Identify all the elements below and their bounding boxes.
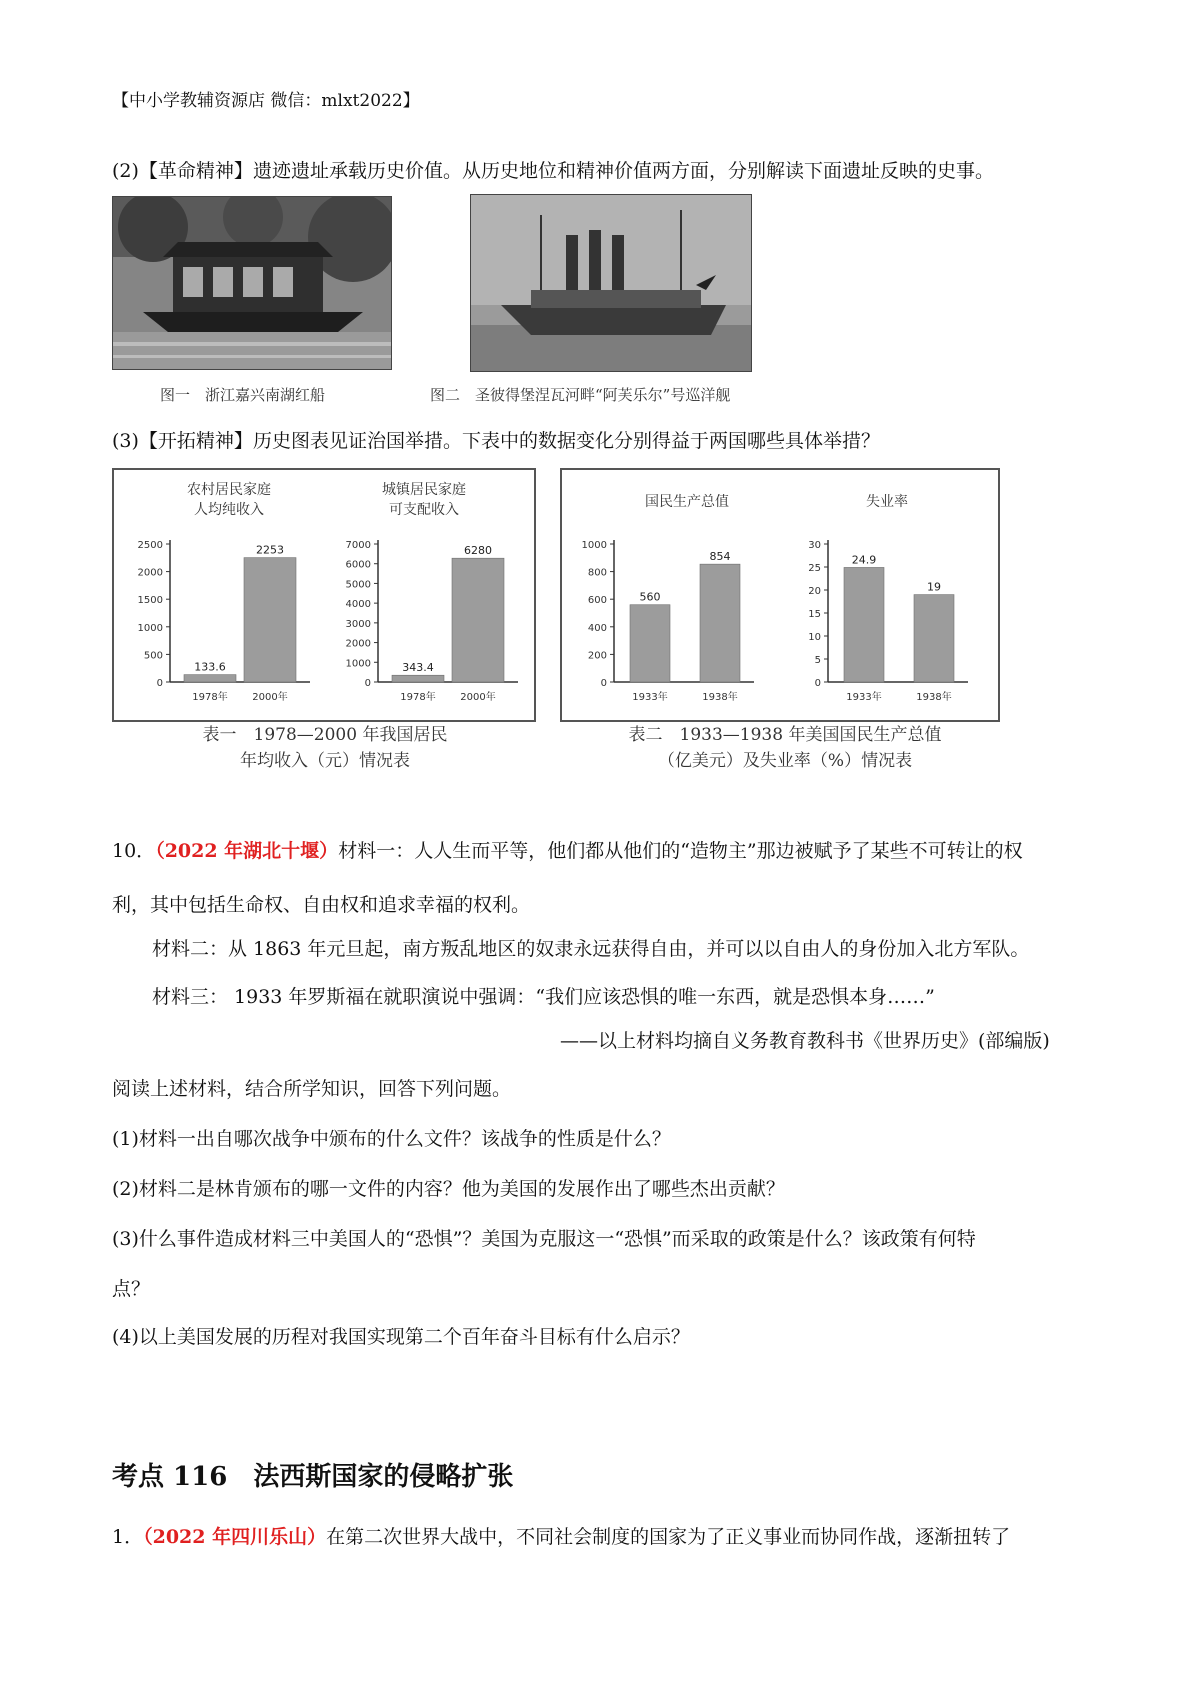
y-tick-label: 1000 bbox=[345, 658, 371, 670]
aurora-cruiser-image bbox=[471, 195, 751, 371]
question-2 bbox=[112, 156, 994, 183]
bar-value-label: 343.4 bbox=[402, 661, 434, 675]
question-10-sub-1: (1)材料一出自哪次战争中颁布的什么文件？该战争的性质是什么？ bbox=[112, 1128, 671, 1150]
photo-1-caption: 图一 浙江嘉兴南湖红船 bbox=[160, 386, 326, 404]
red-boat-image bbox=[113, 197, 391, 369]
y-tick-label: 20 bbox=[808, 586, 821, 597]
table-2-caption: 表二 1933—1938 年美国国民生产总值 （亿美元）及失业率（%）情况表 bbox=[628, 725, 942, 771]
material-1-line-1: 材料一：人人生而平等，他们都从他们的“造物主”那边被赋予了某些不可转让的权 bbox=[338, 840, 1023, 862]
bar bbox=[452, 558, 504, 682]
material-citation: ——以上材料均摘自义务教育教科书《世界历史》(部编版) bbox=[560, 1030, 1050, 1052]
bar-value-label: 2253 bbox=[256, 543, 284, 557]
photo-2-caption: 图二 圣彼得堡涅瓦河畔“阿芙乐尔”号巡洋舰 bbox=[430, 386, 731, 404]
y-tick-label: 500 bbox=[143, 650, 163, 662]
category-label: 1933年 bbox=[846, 692, 882, 703]
table-1-caption: 表一 1978—2000 年我国居民 年均收入（元）情况表 bbox=[202, 725, 448, 771]
bar bbox=[700, 564, 740, 682]
y-tick-label: 2000 bbox=[345, 638, 371, 650]
question-10-instruction: 阅读上述材料，结合所学知识，回答下列问题。 bbox=[112, 1078, 512, 1100]
bar bbox=[630, 605, 670, 682]
question-10-sub-3-line-2: 点？ bbox=[112, 1278, 151, 1300]
question-10-line-1 bbox=[112, 836, 1023, 863]
bar-value-label: 24.9 bbox=[851, 553, 877, 567]
question-1-line-1 bbox=[112, 1522, 1010, 1549]
material-3: 材料三： 1933 年罗斯福在就职演说中强调：“我们应该恐惧的唯一东西，就是恐惧本身……” bbox=[152, 986, 935, 1008]
header-watermark: 【中小学教辅资源店 微信：mlxt2022】 bbox=[112, 91, 420, 111]
y-tick-label: 7000 bbox=[345, 540, 371, 551]
bar-value-label: 854 bbox=[709, 550, 731, 564]
question-2-text: 遗迹遗址承载历史价值。从历史地位和精神价值两方面，分别解读下面遗址反映的史事。 bbox=[252, 160, 994, 182]
bar bbox=[392, 675, 444, 682]
y-tick-label: 3000 bbox=[345, 618, 371, 630]
bar-value-label: 19 bbox=[927, 580, 941, 594]
y-tick-label: 200 bbox=[587, 650, 607, 662]
y-tick-label: 0 bbox=[364, 678, 371, 689]
y-tick-label: 800 bbox=[587, 567, 607, 579]
question-1-source: （2022 年四川乐山） bbox=[143, 1526, 327, 1548]
chart-1-plot bbox=[114, 530, 324, 716]
bar-value-label: 560 bbox=[639, 590, 661, 604]
bar-value-label: 6280 bbox=[464, 544, 492, 558]
chart-table-1 bbox=[112, 468, 536, 722]
question-3-prefix: (3) bbox=[112, 430, 139, 452]
question-2-prefix: (2) bbox=[112, 160, 139, 182]
section-title: 考点 116 法西斯国家的侵略扩张 bbox=[112, 1462, 514, 1492]
y-tick-label: 2000 bbox=[137, 567, 163, 579]
category-label: 1978年 bbox=[192, 692, 228, 703]
chart-1-title: 农村居民家庭 人均纯收入 bbox=[187, 482, 271, 518]
photo-red-boat bbox=[112, 196, 392, 370]
y-tick-label: 10 bbox=[808, 632, 821, 643]
y-tick-label: 5000 bbox=[345, 579, 371, 591]
question-10-number: 10． bbox=[112, 840, 156, 862]
bar bbox=[184, 675, 236, 682]
y-tick-label: 6000 bbox=[345, 559, 371, 571]
chart-4-plot bbox=[776, 530, 996, 716]
photo-aurora-cruiser bbox=[470, 194, 752, 372]
bar-value-label: 133.6 bbox=[194, 660, 226, 674]
question-10-sub-4: (4)以上美国发展的历程对我国实现第二个百年奋斗目标有什么启示？ bbox=[112, 1326, 690, 1348]
y-tick-label: 25 bbox=[808, 563, 821, 574]
question-1-text: 在第二次世界大战中，不同社会制度的国家为了正义事业而协同作战，逐渐扭转了 bbox=[326, 1526, 1011, 1548]
question-3-tag: 【开拓精神】 bbox=[138, 430, 253, 452]
y-tick-label: 1500 bbox=[137, 595, 163, 607]
y-tick-label: 2500 bbox=[137, 540, 163, 551]
y-tick-label: 400 bbox=[587, 622, 607, 634]
category-label: 2000年 bbox=[460, 692, 496, 703]
chart-2-plot bbox=[322, 530, 532, 716]
bar bbox=[244, 558, 296, 682]
chart-2-title: 城镇居民家庭 可支配收入 bbox=[382, 482, 466, 518]
chart-3-title: 国民生产总值 bbox=[645, 494, 729, 510]
y-tick-label: 5 bbox=[814, 655, 821, 666]
category-label: 2000年 bbox=[252, 692, 288, 703]
y-tick-label: 1000 bbox=[581, 540, 607, 551]
chart-4-title: 失业率 bbox=[866, 494, 908, 510]
y-tick-label: 1000 bbox=[137, 622, 163, 634]
question-10-source: （2022 年湖北十堰） bbox=[155, 840, 339, 862]
chart-table-2 bbox=[560, 468, 1000, 722]
y-tick-label: 0 bbox=[600, 678, 607, 689]
question-2-tag: 【革命精神】 bbox=[138, 160, 253, 182]
y-tick-label: 0 bbox=[156, 678, 163, 689]
bar bbox=[914, 595, 954, 682]
category-label: 1938年 bbox=[702, 692, 738, 703]
y-tick-label: 15 bbox=[808, 609, 821, 620]
question-10-sub-3-line-1: (3)什么事件造成材料三中美国人的“恐惧”？美国为克服这一“恐惧”而采取的政策是什么？该政策有何特 bbox=[112, 1228, 976, 1250]
question-3-text: 历史图表见证治国举措。下表中的数据变化分别得益于两国哪些具体举措？ bbox=[252, 430, 880, 452]
question-3 bbox=[112, 426, 880, 453]
bar bbox=[844, 567, 884, 682]
category-label: 1938年 bbox=[916, 692, 952, 703]
category-label: 1978年 bbox=[400, 692, 436, 703]
y-tick-label: 600 bbox=[587, 595, 607, 607]
chart-3-plot bbox=[562, 530, 782, 716]
material-2: 材料二：从 1863 年元旦起，南方叛乱地区的奴隶永远获得自由，并可以以自由人的身份加入北方军队。 bbox=[152, 938, 1030, 960]
y-tick-label: 0 bbox=[814, 678, 821, 689]
section-heading bbox=[112, 1456, 513, 1493]
question-1-number: 1． bbox=[112, 1526, 144, 1548]
y-tick-label: 4000 bbox=[345, 599, 371, 611]
question-10-sub-2: (2)材料二是林肯颁布的哪一文件的内容？他为美国的发展作出了哪些杰出贡献？ bbox=[112, 1178, 785, 1200]
material-1-line-2: 利，其中包括生命权、自由权和追求幸福的权利。 bbox=[112, 894, 531, 916]
y-tick-label: 30 bbox=[808, 540, 821, 551]
category-label: 1933年 bbox=[632, 692, 668, 703]
